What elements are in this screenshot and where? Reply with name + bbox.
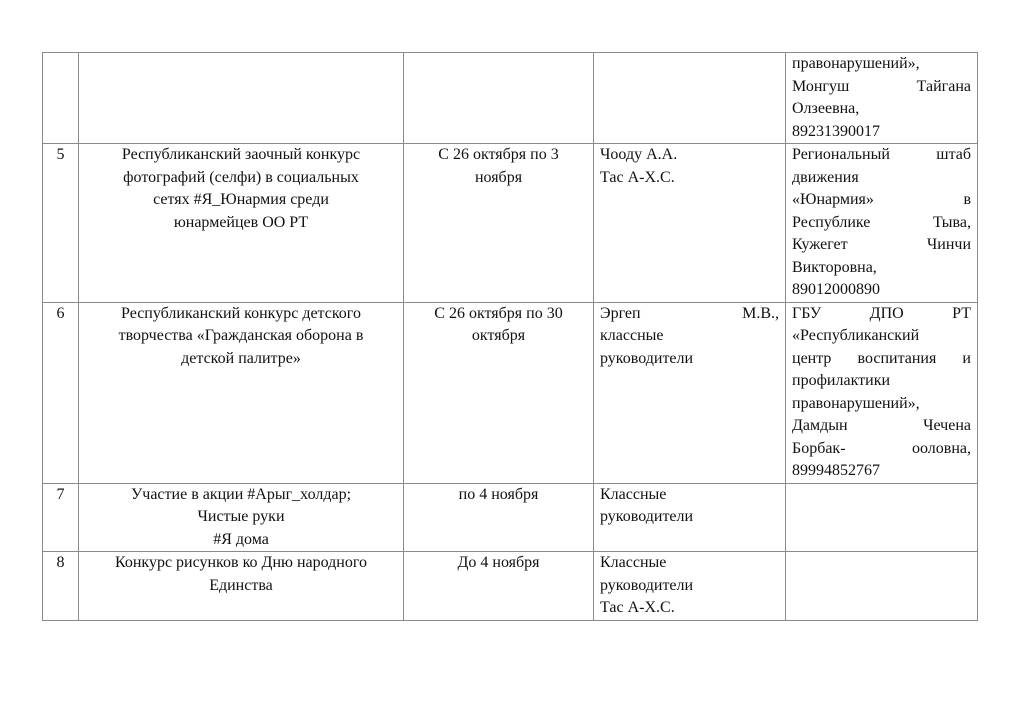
event-line: Участие в акции #Арыг_холдар; [130,485,352,503]
cell-dates [404,483,594,552]
responsible-line: руководители [600,576,694,594]
responsible-line: руководители [600,508,694,525]
organizer-line: Кужегет Чинчи [792,236,971,253]
cell-number: 8 [43,552,79,621]
organizer-line: Монгуш Тайгана [792,77,971,95]
cell-event [79,483,404,552]
cell-number: 7 [43,483,79,552]
table-row [43,144,978,303]
organizer-line: центр воспитания и [792,349,971,367]
responsible-line: Классные [600,485,667,503]
event-line: фотографий (селфи) в социальных [123,168,359,186]
event-line: Конкурс рисунков ко Дню народного [114,554,368,571]
organizer-line: 89231390017 [792,122,880,140]
organizer-line: Дамдын Чечена [792,417,971,434]
cell-responsible [594,302,786,483]
cell-dates [404,53,594,144]
cell-dates [404,552,594,621]
responsible-line: Эргеп М.В., [600,304,779,322]
responsible-line: Тас А-Х.С. [600,168,675,186]
table-row [43,302,978,483]
dates-line: С 26 октября по 30 [434,304,563,322]
cell-responsible [594,552,786,621]
dates-line: октября [471,327,526,344]
table-row [43,53,978,144]
event-line: #Я дома [213,530,269,548]
cell-organizer [786,302,978,483]
organizer-line: Викторовна, [792,258,877,276]
cell-organizer [786,144,978,303]
organizer-line: «Республиканский [792,327,920,344]
event-line: сетях #Я_Юнармия среди [153,191,329,208]
organizer-line: профилактики [792,372,891,389]
event-line: юнармейцев ОО РТ [173,213,309,231]
cell-organizer [786,483,978,552]
event-line: Республиканский конкурс детского [121,304,361,322]
responsible-line: классные [600,327,664,344]
cell-organizer [786,53,978,144]
responsible-line: Чооду А.А. [600,146,678,163]
organizer-line: 89994852767 [792,462,880,479]
event-line: Чистые руки [197,508,285,525]
cell-event [79,302,404,483]
organizer-line: Борбак- ооловна, [792,439,971,457]
organizer-line: «Юнармия» в [792,191,971,208]
table-row [43,552,978,621]
event-line: творчества «Гражданская оборона в [118,327,364,344]
event-line: Республиканский заочный конкурс [121,146,361,163]
cell-event [79,144,404,303]
organizer-line: Республике Тыва, [792,213,971,231]
responsible-line: Тас А-Х.С. [600,599,675,616]
organizer-line: Олзеевна, [792,100,860,117]
dates-line: До 4 ноября [457,554,540,571]
cell-organizer [786,552,978,621]
cell-dates [404,144,594,303]
organizer-line: правонарушений», [792,394,920,412]
event-line: Единства [209,576,273,594]
organizer-line: движения [792,168,859,186]
responsible-line: руководители [600,349,694,367]
cell-responsible [594,483,786,552]
cell-number: 6 [43,302,79,483]
cell-responsible [594,144,786,303]
organizer-line: ГБУ ДПО РТ [792,304,971,322]
events-table [42,52,978,621]
cell-event [79,552,404,621]
responsible-line: Классные [600,554,667,571]
cell-dates [404,302,594,483]
organizer-line: правонарушений», [792,55,920,72]
cell-event [79,53,404,144]
cell-responsible [594,53,786,144]
table-row [43,483,978,552]
dates-line: С 26 октября по 3 [438,146,559,163]
cell-number: 5 [43,144,79,303]
organizer-line: 89012000890 [792,281,880,298]
dates-line: по 4 ноября [458,485,539,503]
event-line: детской палитре» [181,349,301,367]
cell-number [43,53,79,144]
organizer-line: Региональный штаб [792,146,971,163]
dates-line: ноября [474,168,523,186]
